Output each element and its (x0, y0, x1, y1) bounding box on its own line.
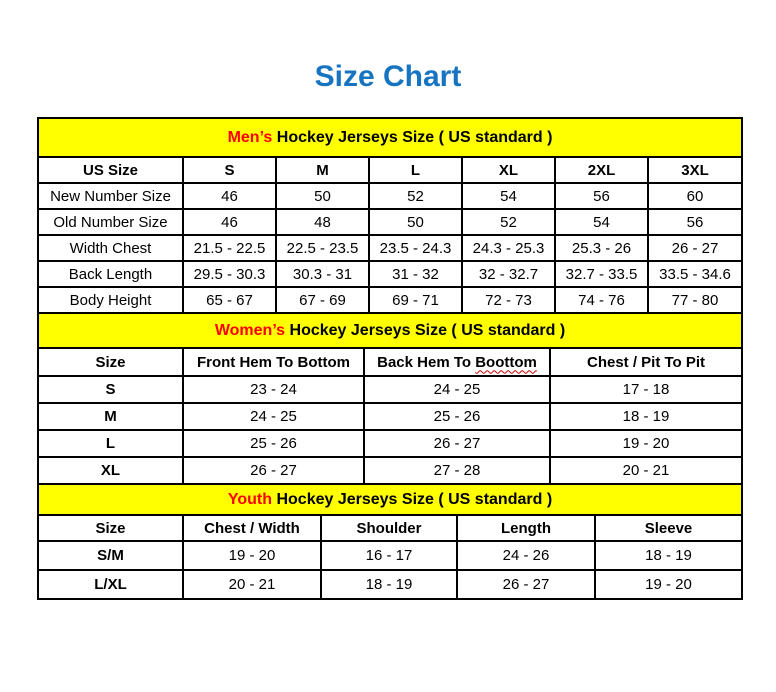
table-cell: 46 (183, 209, 276, 235)
table-row (38, 209, 742, 235)
row-label: Old Number Size (38, 209, 183, 235)
table-cell: 20 - 21 (183, 570, 321, 599)
table-cell: 56 (648, 209, 742, 235)
page-title: Size Chart (314, 60, 462, 93)
mens-column-header: 3XL (648, 157, 742, 183)
table-cell: 56 (555, 183, 648, 209)
table-cell: 25 - 26 (364, 403, 550, 430)
mens-section-band (38, 118, 742, 157)
womens-section-title-highlight: Women’s (214, 321, 286, 339)
mens-section-title-highlight: Men’s (227, 128, 273, 146)
table-cell: 17 - 18 (550, 376, 742, 403)
table-cell: 23.5 - 24.3 (369, 235, 462, 261)
row-label: XL (38, 457, 183, 484)
table-cell: 31 - 32 (369, 261, 462, 287)
table-cell: 24.3 - 25.3 (462, 235, 555, 261)
table-cell: 22.5 - 23.5 (276, 235, 369, 261)
table-cell: 65 - 67 (183, 287, 276, 313)
womens-section-title (38, 313, 742, 348)
table-cell: 19 - 20 (550, 430, 742, 457)
row-label: S (38, 376, 183, 403)
table-cell: 32.7 - 33.5 (555, 261, 648, 287)
mens-column-header: XL (462, 157, 555, 183)
table-cell: 77 - 80 (648, 287, 742, 313)
mens-column-header: S (183, 157, 276, 183)
youth-header-row (38, 515, 742, 541)
table-cell: 25.3 - 26 (555, 235, 648, 261)
womens-section-title-text: Hockey Jerseys Size ( US standard ) (285, 321, 566, 339)
table-row (38, 183, 742, 209)
table-cell: 23 - 24 (183, 376, 364, 403)
row-label: L/XL (38, 570, 183, 599)
mens-column-header: L (369, 157, 462, 183)
table-row (38, 541, 742, 570)
column-header-text: Back Hem To (377, 353, 476, 371)
womens-section-band (38, 313, 742, 348)
youth-section-title-highlight: Youth (227, 490, 273, 508)
mens-column-header: 2XL (555, 157, 648, 183)
table-cell: 30.3 - 31 (276, 261, 369, 287)
row-label: Width Chest (38, 235, 183, 261)
table-cell: 26 - 27 (364, 430, 550, 457)
table-row (38, 376, 742, 403)
table-cell: 50 (369, 209, 462, 235)
row-label: S/M (38, 541, 183, 570)
youth-section-band (38, 484, 742, 515)
table-cell: 69 - 71 (369, 287, 462, 313)
table-cell: 18 - 19 (321, 570, 457, 599)
table-cell: 52 (462, 209, 555, 235)
table-cell: 19 - 20 (183, 541, 321, 570)
mens-section-title-text: Hockey Jerseys Size ( US standard ) (272, 128, 553, 146)
youth-size-table (37, 483, 743, 600)
table-row (38, 570, 742, 599)
mens-column-header: US Size (38, 157, 183, 183)
table-cell: 16 - 17 (321, 541, 457, 570)
table-cell: 20 - 21 (550, 457, 742, 484)
mens-section-title (38, 118, 742, 157)
youth-column-header: Chest / Width (183, 515, 321, 541)
table-cell: 26 - 27 (183, 457, 364, 484)
table-cell: 29.5 - 30.3 (183, 261, 276, 287)
row-label: M (38, 403, 183, 430)
row-label: Back Length (38, 261, 183, 287)
mens-column-header: M (276, 157, 369, 183)
table-cell: 24 - 25 (183, 403, 364, 430)
row-label: L (38, 430, 183, 457)
mens-size-table (37, 117, 743, 314)
mens-header-row (38, 157, 742, 183)
youth-column-header: Shoulder (321, 515, 457, 541)
youth-section-title (38, 484, 742, 515)
womens-header-row (38, 348, 742, 376)
youth-section-title-text: Hockey Jerseys Size ( US standard ) (272, 490, 553, 508)
table-row (38, 287, 742, 313)
misspelled-word: Boottom (475, 353, 537, 371)
table-cell: 67 - 69 (276, 287, 369, 313)
table-cell: 27 - 28 (364, 457, 550, 484)
table-cell: 72 - 73 (462, 287, 555, 313)
table-cell: 24 - 26 (457, 541, 595, 570)
table-cell: 33.5 - 34.6 (648, 261, 742, 287)
womens-column-header (364, 348, 550, 376)
table-cell: 18 - 19 (595, 541, 742, 570)
table-cell: 24 - 25 (364, 376, 550, 403)
womens-column-header: Front Hem To Bottom (183, 348, 364, 376)
table-cell: 50 (276, 183, 369, 209)
table-cell: 54 (555, 209, 648, 235)
table-cell: 52 (369, 183, 462, 209)
womens-column-header: Size (38, 348, 183, 376)
youth-column-header: Sleeve (595, 515, 742, 541)
womens-column-header: Chest / Pit To Pit (550, 348, 742, 376)
table-row (38, 430, 742, 457)
table-cell: 46 (183, 183, 276, 209)
table-cell: 25 - 26 (183, 430, 364, 457)
size-chart (37, 117, 741, 600)
table-cell: 26 - 27 (648, 235, 742, 261)
row-label: Body Height (38, 287, 183, 313)
table-cell: 26 - 27 (457, 570, 595, 599)
table-row (38, 403, 742, 430)
row-label: New Number Size (38, 183, 183, 209)
womens-size-table (37, 312, 743, 485)
table-cell: 54 (462, 183, 555, 209)
table-row (38, 235, 742, 261)
table-cell: 32 - 32.7 (462, 261, 555, 287)
table-cell: 48 (276, 209, 369, 235)
youth-column-header: Size (38, 515, 183, 541)
table-cell: 19 - 20 (595, 570, 742, 599)
table-cell: 74 - 76 (555, 287, 648, 313)
youth-column-header: Length (457, 515, 595, 541)
table-cell: 60 (648, 183, 742, 209)
table-cell: 18 - 19 (550, 403, 742, 430)
table-row (38, 457, 742, 484)
table-cell: 21.5 - 22.5 (183, 235, 276, 261)
table-row (38, 261, 742, 287)
